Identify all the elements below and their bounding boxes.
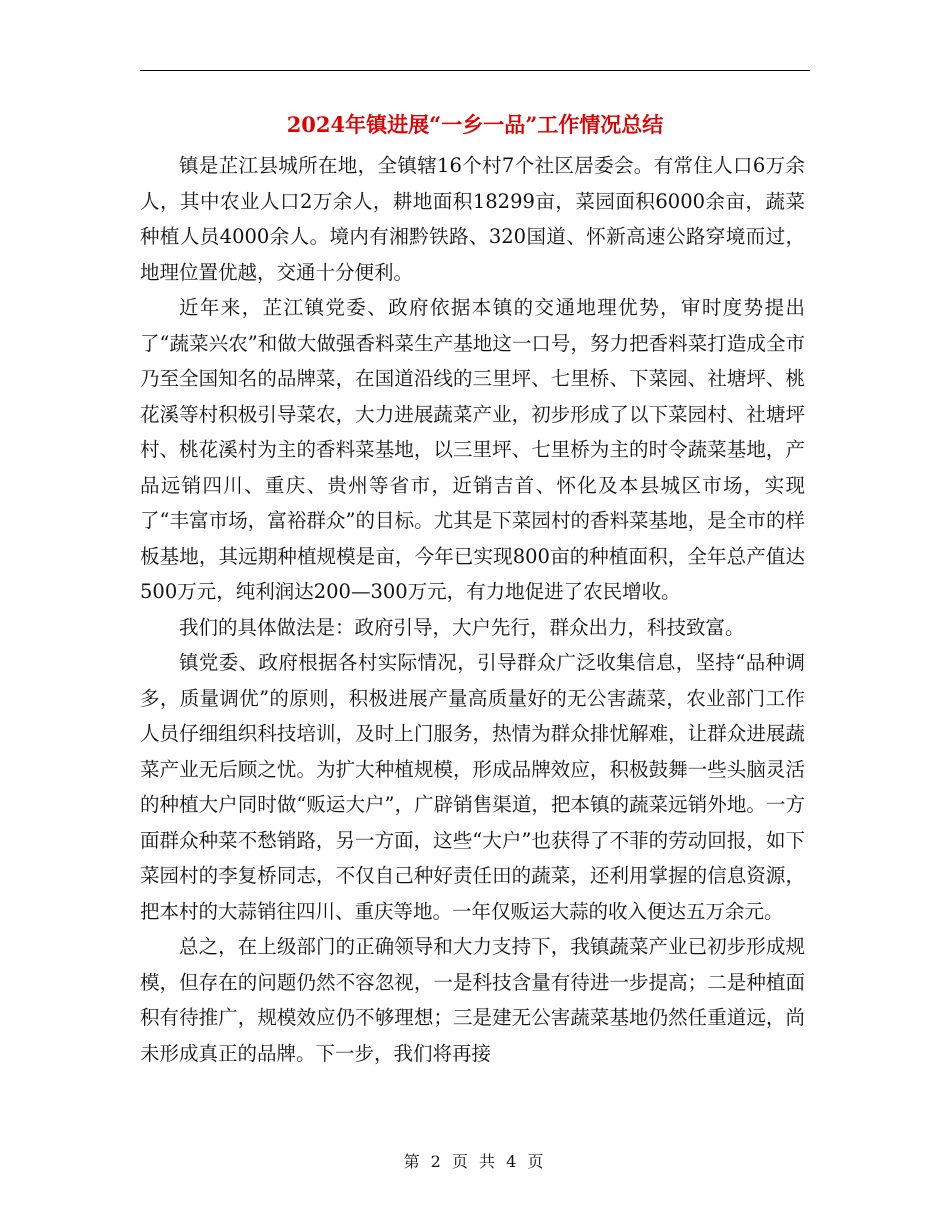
page-number: 第 2 页 共 4 页 — [403, 1152, 547, 1171]
paragraph-4: 镇党委、政府根据各村实际情况，引导群众广泛收集信息，坚持“品种调多，质量调优”的原则，积极进展产量高质量好的无公害蔬菜，农业部门工作人员仔细组织科技培训，及时上门服务，热情为群众排忧解难，让群众进展蔬菜产业无后顾之忧。为扩大种植规模，形成品牌效应，积极鼓舞一些头脑灵活的种植大户同时做“贩运大户”，广辟销售渠道，把本镇的蔬菜远销外地。一方面群众种菜不愁销路，另一方面，这些“大户”也获得了不菲的劳动回报，如下菜园村的李复桥同志，不仅自己种好责任田的蔬菜，还利用掌握的信息资源，把本村的大蒜销往四川、重庆等地。一年仅贩运大蒜的收入便达五万余元。 — [140, 651, 805, 923]
paragraph-2: 近年来，芷江镇党委、政府依据本镇的交通地理优势，审时度势提出了“蔬菜兴农”和做大做强香料菜生产基地这一口号，努力把香料菜打造成全市乃至全国知名的品牌菜，在国道沿线的三里坪、七里桥、下菜园、社塘坪、桃花溪等村积极引导菜农，大力进展蔬菜产业，初步形成了以下菜园村、社塘坪村、桃花溪村为主的香料菜基地，以三里坪、七里桥为主的时令蔬菜基地，产品远销四川、重庆、贵州等省市，近销吉首、怀化及本县城区市场，实现了“丰富市场，富裕群众”的目标。尤其是下菜园村的香料菜基地，是全市的样板基地，其远期种植规模是亩，今年已实现800亩的种植面积，全年总产值达500万元，纯利润达200—300万元，有力地促进了农民增收。 — [140, 296, 805, 603]
paragraph-1: 镇是芷江县城所在地，全镇辖16个村7个社区居委会。有常住人口6万余人，其中农业人口2万余人，耕地面积18299亩，菜园面积6000余亩，蔬菜种植人员4000余人。境内有湘黔铁路、320国道、怀新高速公路穿境而过，地理位置优越，交通十分便利。 — [140, 154, 805, 284]
paragraph-5: 总之，在上级部门的正确领导和大力支持下，我镇蔬菜产业已初步形成规模，但存在的问题仍然不容忽视，一是科技含量有待进一步提高；二是种植面积有待推广，规模效应仍不够理想；三是建无公害蔬菜基地仍然任重道远，尚未形成真正的品牌。下一步，我们将再接 — [140, 935, 805, 1065]
document-title: 2024年镇进展“一乡一品”工作情况总结 — [286, 112, 664, 137]
header-rule — [140, 70, 810, 71]
document-body — [140, 148, 805, 1071]
paragraph-3: 我们的具体做法是：政府引导，大户先行，群众出力，科技致富。 — [179, 615, 745, 639]
